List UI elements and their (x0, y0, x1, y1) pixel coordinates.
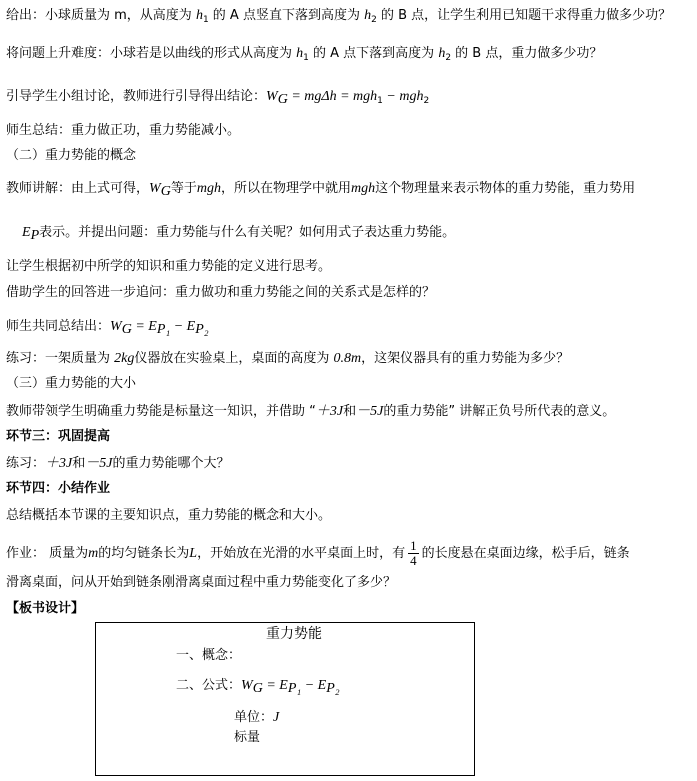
text: 表示。并提出问题：重力势能与什么有关呢？如何用式子表达重力势能。 (39, 225, 456, 240)
subscript: G (160, 184, 171, 199)
subscript: 2 (445, 53, 452, 63)
text: 这个物理量来表示物体的重力势能，重力势用 (375, 181, 636, 196)
board-item-formula (176, 677, 340, 695)
paragraph-explanation (6, 180, 635, 198)
subscript: P (30, 228, 40, 243)
math-h: h (296, 46, 304, 61)
paragraph-homework (6, 539, 630, 568)
fraction-one-quarter (408, 539, 419, 568)
math-w: W (241, 678, 253, 693)
numerator: 1 (410, 538, 417, 553)
subscript: P₁ (287, 681, 302, 696)
paragraph-ep-question (22, 224, 455, 242)
math-mass: 2kg (114, 351, 135, 366)
text: 教师带领学生明确重力势能是标量这一知识，并借助 “ (6, 404, 316, 419)
math-l: L (189, 546, 198, 561)
math-value: －5J (85, 456, 113, 471)
math-formula: − mgh (382, 89, 424, 104)
math-formula: − E (301, 678, 327, 693)
paragraph-think: 让学生根据初中所学的知识和重力势能的定义进行思考。 (6, 259, 332, 274)
text: 仪器放在实验桌上，桌面的高度为 (134, 351, 334, 366)
paragraph-exercise-1 (6, 350, 569, 368)
paragraph-conclusion (6, 318, 209, 336)
text: 师生共同总结出： (6, 319, 111, 334)
math-value: ＋3J (45, 456, 73, 471)
text: 的 B 点，重力做多少功？ (451, 46, 603, 61)
section-heading-magnitude: （三）重力势能的大小 (6, 376, 137, 391)
paragraph-followup: 借助学生的回答进一步追问：重力做功和重力势能之间的关系式是怎样的？ (6, 285, 436, 300)
subscript: 1 (202, 15, 209, 25)
board-title: 重力势能 (266, 626, 322, 642)
text: 将问题上升难度：小球若是以曲线的形式从高度为 (6, 46, 297, 61)
subscript: 2 (371, 15, 377, 25)
math-e: E (22, 225, 31, 240)
text: 练习：一架质量为 (6, 351, 115, 366)
text: ，开始放在光滑的水平桌面上时，有 (197, 546, 406, 561)
paragraph-exercise-2 (6, 455, 229, 473)
math-formula: = E (131, 319, 157, 334)
math-formula: = mgΔh = mgh (287, 89, 378, 104)
text: 单位： (234, 710, 274, 725)
text: 教师讲解：由上式可得， (6, 181, 150, 196)
math-value: ＋3J (315, 404, 344, 419)
text: 作业： 质量为 (6, 546, 89, 561)
board-design-box (95, 622, 475, 776)
section-heading-homework: 环节四：小结作业 (6, 481, 111, 496)
text: 二、公式： (176, 678, 242, 693)
math-h: h (438, 46, 446, 61)
math-w: W (149, 181, 161, 196)
subscript: 1 (303, 53, 309, 63)
unit-j: J (273, 710, 280, 725)
section-heading-concept: （二）重力势能的概念 (6, 148, 137, 163)
paragraph-given (6, 7, 671, 25)
math-h: h (195, 8, 203, 23)
text: ，所以在物理学中就用 (220, 181, 351, 196)
subscript: 2 (423, 96, 430, 106)
section-heading-consolidate: 环节三：巩固提高 (6, 429, 111, 444)
board-scalar: 标量 (234, 730, 261, 745)
text: ，这架仪器具有的重力势能为多少？ (361, 351, 570, 366)
math-value: －5J (356, 404, 384, 419)
math-formula: = E (262, 678, 288, 693)
paragraph-discussion (6, 88, 429, 106)
text: 的重力势能哪个大？ (112, 456, 230, 471)
subscript: P₁ (156, 322, 171, 337)
paragraph-recap: 总结概括本节课的主要知识点，重力势能的概念和大小。 (6, 508, 332, 523)
math-w: W (266, 89, 278, 104)
text: 的均匀链条长为 (98, 546, 190, 561)
paragraph-homework-cont: 滑离桌面，问从开始到链条刚滑离桌面过程中重力势能变化了多少？ (6, 575, 397, 590)
text: 的 A 点下落到高度为 (308, 46, 439, 61)
math-m: m (88, 546, 99, 561)
subscript: G (252, 681, 263, 696)
subscript: P₂ (195, 322, 209, 337)
section-heading-board: 【板书设计】 (6, 601, 85, 616)
math-mgh: mgh (196, 181, 221, 196)
subscript: G (121, 322, 132, 337)
paragraph-summary: 师生总结：重力做正功，重力势能减小。 (6, 123, 241, 138)
text: 给出：小球质量为 m，从高度为 (6, 8, 196, 23)
text: 的 A 点竖直下落到高度为 (208, 8, 365, 23)
board-item-concept: 一、概念： (176, 648, 242, 663)
denominator: 4 (410, 553, 417, 568)
text: 的重力势能” 讲解正负号所代表的意义。 (383, 404, 616, 419)
math-mgh: mgh (350, 181, 376, 196)
text: 练习： (6, 456, 46, 471)
subscript: 1 (377, 96, 383, 106)
subscript: P₂ (326, 681, 340, 696)
paragraph-scalar (6, 403, 615, 421)
text: 和 (72, 456, 86, 471)
text: 和 (343, 404, 357, 419)
text: 的长度悬在桌面边缘，松手后，链条 (421, 546, 630, 561)
math-formula: − E (170, 319, 196, 334)
board-unit (234, 709, 279, 727)
text: 等于 (170, 181, 197, 196)
subscript: G (277, 92, 288, 107)
paragraph-harder-question (6, 45, 602, 63)
math-h: h (364, 8, 372, 23)
math-height: 0.8m (333, 351, 362, 366)
text: 的 B 点，让学生利用已知题干求得重力做多少功？ (376, 8, 672, 23)
text: 引导学生小组讨论，教师进行引导得出结论： (6, 89, 267, 104)
math-w: W (110, 319, 122, 334)
